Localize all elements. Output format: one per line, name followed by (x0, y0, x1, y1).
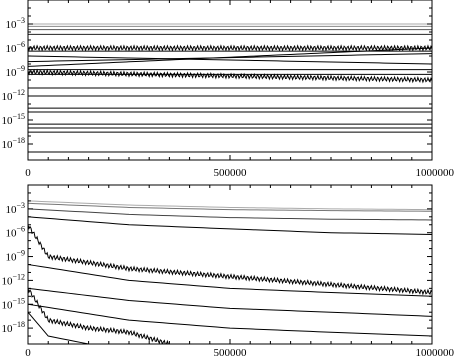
y-tick-label: $10^{-18}$ (1, 320, 25, 336)
series-group (28, 201, 432, 346)
x-tick-label: 0 (25, 347, 31, 359)
y-tick-label: $10^{-12}$ (1, 88, 25, 103)
series-line-7 (28, 288, 432, 316)
series-line-6 (28, 265, 432, 297)
y-tick-label: $10^{-9}$ (5, 248, 25, 264)
chart-panel-1 (1, 0, 454, 179)
x-tick-label: 500000 (213, 167, 247, 179)
chart-panel-2 (1, 185, 454, 359)
y-tick-label: $10^{-15}$ (1, 296, 25, 312)
series-line-10 (28, 70, 432, 82)
x-tick-label: 500000 (213, 347, 247, 359)
x-tick-label: 1000000 (415, 347, 454, 359)
x-tick-label: 0 (25, 167, 31, 179)
series-line-5 (28, 225, 432, 294)
y-tick-label: $10^{-18}$ (1, 136, 25, 151)
y-tick-label: $10^{-15}$ (1, 112, 25, 127)
x-tick-label: 1000000 (415, 167, 454, 179)
series-line-1 (28, 201, 432, 210)
y-tick-label: $10^{-6}$ (5, 224, 25, 240)
y-tick-label: $10^{-3}$ (5, 16, 25, 31)
y-tick-label: $10^{-3}$ (5, 200, 25, 216)
y-tick-label: $10^{-12}$ (1, 272, 25, 288)
series-line-5 (28, 46, 432, 50)
y-tick-label: $10^{-9}$ (5, 64, 25, 79)
y-tick-label: $10^{-6}$ (5, 40, 25, 55)
series-line-8 (28, 304, 432, 336)
series-group (28, 24, 432, 152)
